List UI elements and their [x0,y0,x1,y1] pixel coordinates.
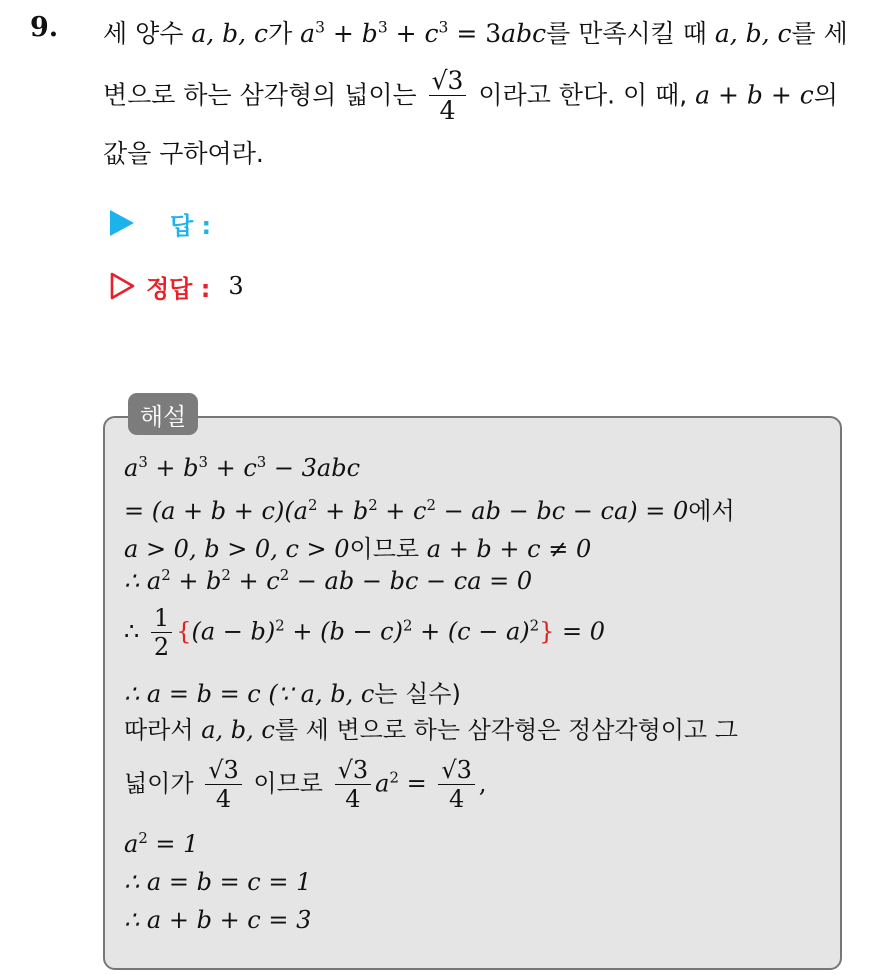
answer-row[interactable] [110,203,211,243]
fraction-denominator: 4 [345,785,361,814]
math-term: + (b − c) [284,617,403,646]
fraction-numerator: √3 [438,758,475,785]
math-term: ∴ a = b = c (∵ a, b, c [124,680,375,708]
korean-text: 에서 [688,497,735,525]
fraction-numerator: √3 [335,758,372,785]
fraction-denominator: 4 [215,785,232,814]
solution-line [124,758,487,812]
math-exponent: 2 [529,616,540,635]
solution-line [124,674,461,709]
math-term: ∴ a = b = c = 1 [124,868,312,896]
question-line-2 [103,68,838,125]
fraction-denominator: 4 [439,96,456,126]
math-term: − ab − bc − ca = 0 [289,567,533,595]
math-operator: = 3 [448,19,502,48]
math-variables: a, b, c [201,716,275,744]
solution-line [124,606,605,660]
fraction-denominator: 2 [153,633,170,662]
math-variables: a, b, c [714,19,792,48]
math-var-c: c [424,19,439,48]
fraction-one-half [151,606,172,660]
math-exponent: 3 [315,18,325,37]
fraction-numerator: 1 [151,606,172,633]
math-product: abc [501,19,547,48]
correct-answer-value: 3 [228,272,244,300]
solution-line [124,830,198,858]
korean-text: 이므로 [349,535,420,563]
math-exponent: 2 [279,565,290,584]
math-var-a: a [300,19,316,48]
korean-text: 이므로 [253,769,323,798]
math-term: a [375,769,390,798]
correct-answer-label: 정답 : [146,274,211,303]
math-operator: + [324,19,362,48]
question-text: 를 만족시킬 때 [546,19,707,48]
question-text: 를 세 [791,19,848,48]
math-term: + c [230,567,280,595]
math-operator: = [398,769,435,798]
math-term: + b [317,497,369,525]
math-term: a + b + c ≠ 0 [426,535,592,563]
math-term: ∴ a [124,567,162,595]
question-line-1 [103,14,848,50]
korean-text: 넓이가 [124,769,194,798]
question-line-3: 값을 구하여라. [103,139,264,168]
fraction-denominator: 4 [448,785,465,814]
math-exponent: 3 [138,452,148,471]
math-term: a [124,830,139,858]
korean-text: 를 세 변으로 하는 삼각형은 정삼각형이고 그 [274,716,738,744]
fraction-numerator: √3 [205,758,242,785]
math-exponent: 3 [438,18,449,37]
math-term: + (c − a) [412,617,530,646]
math-exponent: 2 [402,616,413,635]
math-exponent: 2 [221,565,231,584]
math-exponent: 2 [138,828,148,847]
solution-line [124,454,360,482]
solution-line [124,491,735,526]
red-left-brace: { [176,617,192,646]
math-term: + b [170,567,222,595]
question-text: 의 [813,80,838,110]
math-exponent: 2 [368,495,378,514]
math-term: a [124,454,139,482]
math-term: (a − b) [191,617,276,646]
math-term: = (a + b + c)(a [124,497,308,525]
math-term: − ab − bc − ca) = 0 [435,497,689,525]
solution-line [124,567,532,595]
question-text: 세 양수 [103,19,184,48]
math-exponent: 2 [389,768,399,787]
therefore-symbol: ∴ [124,617,140,646]
fraction-sqrt3-over-4 [335,758,372,812]
korean-text: 는 실수) [374,680,461,708]
fraction-sqrt3-over-4 [205,758,242,812]
solution-line [124,868,311,896]
question-text: 변으로 하는 삼각형의 넓이는 [103,80,417,110]
math-operator: + [387,19,425,48]
math-term: + c [377,497,427,525]
solution-line [124,529,591,564]
korean-text: 따라서 [124,716,194,744]
red-right-brace: } [539,617,555,646]
math-exponent: 3 [377,18,388,37]
math-variables: a, b, c [191,19,269,48]
question-text: 가 [268,19,293,48]
math-var-b: b [361,19,378,48]
math-exponent: 2 [307,495,318,514]
math-exponent: 2 [426,495,436,514]
question-number: 9. [30,12,59,43]
math-exponent: 2 [275,616,285,635]
solution-line [124,906,311,934]
math-term: a > 0, b > 0, c > 0 [124,535,350,563]
math-term: − 3abc [266,454,361,482]
solution-tag: 해설 [128,393,198,435]
play-triangle-icon [110,210,134,236]
punctuation: , [478,769,487,798]
fraction-sqrt3-over-4 [429,68,467,125]
question-text: 이라고 한다. 이 때, [478,80,688,110]
math-exponent: 2 [161,565,171,584]
math-term: = 0 [554,617,606,646]
math-term: ∴ a + b + c = 3 [124,906,312,934]
solution-line [124,710,738,745]
answer-label: 답 : [170,211,212,240]
math-term: + c [207,454,257,482]
outline-triangle-icon [110,272,136,300]
math-term: + b [147,454,199,482]
math-expression: a + b + c [695,80,814,110]
correct-answer-row [110,266,244,306]
math-term: = 1 [147,830,199,858]
fraction-numerator: √3 [429,68,467,96]
math-exponent: 3 [198,452,208,471]
fraction-sqrt3-over-4 [438,758,475,812]
math-exponent: 3 [256,452,267,471]
